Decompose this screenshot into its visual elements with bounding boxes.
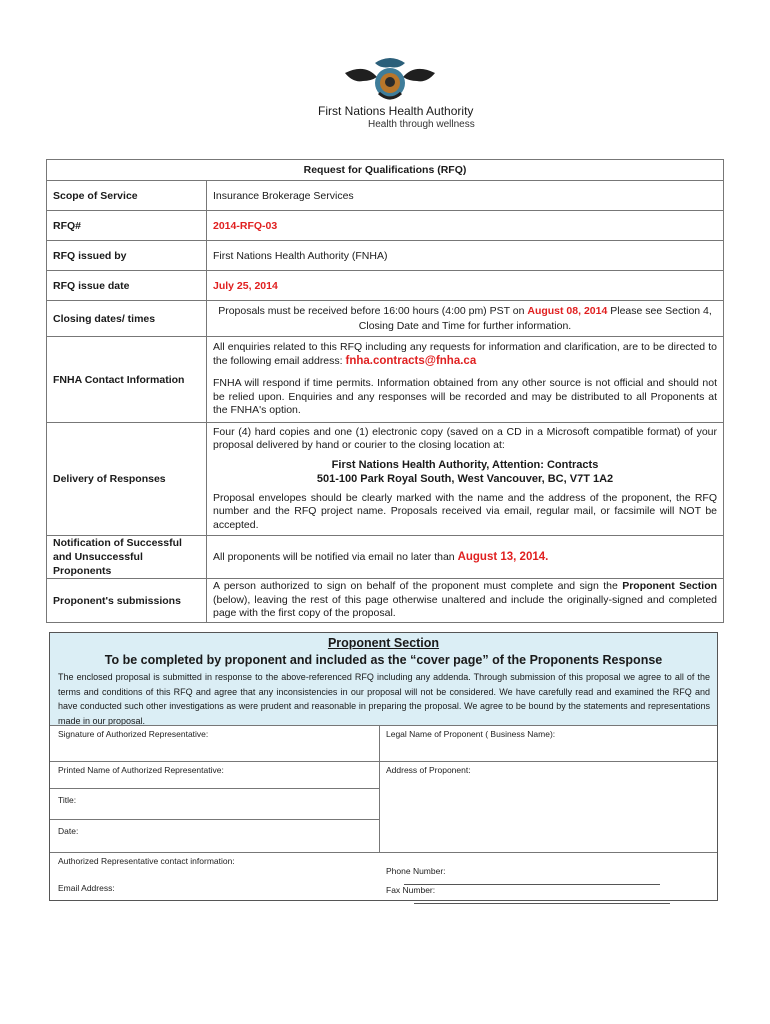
printed-name-field[interactable]: Printed Name of Authorized Representative:	[58, 765, 224, 775]
submissions-text: A person authorized to sign on behalf of the proponent must complete and sign the	[213, 580, 618, 593]
issue-date-label: RFQ issue date	[47, 271, 207, 301]
rfq-number-label: RFQ#	[47, 211, 207, 241]
delivery-address-line1: First Nations Health Authority, Attention: Contracts	[331, 458, 599, 471]
scope-label: Scope of Service	[47, 181, 207, 211]
contact-info-label: Authorized Representative contact information:	[58, 856, 235, 866]
rfq-title-row	[47, 160, 724, 181]
contact-value	[207, 337, 724, 423]
rfq-number-value: 2014-RFQ-03	[207, 211, 724, 241]
notification-text: All proponents will be notified via email no later than	[213, 551, 455, 563]
proponent-heading: Proponent Section	[327, 636, 440, 650]
table-row	[47, 536, 724, 579]
phone-label: Phone Number:	[386, 866, 446, 876]
closing-note: Please see Section 4, Closing Date and Time for further information.	[358, 304, 712, 332]
notification-date: August 13, 2014.	[457, 551, 549, 563]
delivery-para1: Four (4) hard copies and one (1) electronic copy (saved on a CD in a Microsoft compatible format) of your proposal delivered by hand or courier to the closing location at:	[213, 425, 718, 452]
fax-label: Fax Number:	[386, 885, 436, 895]
table-row	[47, 301, 724, 337]
divider	[50, 852, 717, 853]
divider	[50, 788, 379, 789]
closing-date: August 08, 2014	[527, 304, 608, 317]
issued-by-value: First Nations Health Authority (FNHA)	[207, 241, 724, 271]
delivery-value	[207, 423, 724, 536]
notification-value	[207, 536, 724, 579]
logo-text	[318, 105, 475, 131]
table-row	[47, 337, 724, 423]
notification-label: Notification of Successful and Unsuccessful Proponents	[47, 536, 207, 579]
scope-value: Insurance Brokerage Services	[207, 181, 724, 211]
legal-name-field[interactable]: Legal Name of Proponent ( Business Name):	[386, 729, 556, 739]
date-field[interactable]: Date:	[58, 826, 79, 836]
phone-field[interactable]	[386, 866, 717, 886]
contact-para1: All enquiries related to this RFQ including any requests for information and clarification, are to be directed to the following email address:	[213, 341, 718, 367]
table-row	[47, 211, 724, 241]
issued-by-label: RFQ issued by	[47, 241, 207, 271]
title-field[interactable]: Title:	[58, 795, 77, 805]
fax-field[interactable]	[386, 885, 717, 905]
closing-value	[207, 301, 724, 337]
table-row	[47, 271, 724, 301]
org-tagline: Health through wellness	[368, 119, 475, 130]
closing-label: Closing dates/ times	[47, 301, 207, 337]
submissions-bold: Proponent Section	[622, 580, 718, 593]
table-row	[47, 181, 724, 211]
contact-para2: FNHA will respond if time permits. Information obtained from any other source is not official and should not be relied upon. Enquiries and any responses will be recorded and may be distributed to all Proponents at the FNHA's option.	[213, 377, 718, 417]
email-field[interactable]: Email Address:	[58, 883, 115, 893]
divider	[50, 819, 379, 820]
fax-input-line[interactable]	[414, 903, 670, 904]
proponent-header	[50, 633, 717, 725]
contact-label: FNHA Contact Information	[47, 337, 207, 423]
submissions-value	[207, 579, 724, 623]
proponent-section	[49, 632, 718, 901]
delivery-label: Delivery of Responses	[47, 423, 207, 536]
org-name: First Nations Health Authority	[318, 104, 474, 118]
proponent-paragraph: The enclosed proposal is submitted in response to the above-referenced RFQ including any addenda. Through submission of this proposal we agree to all of the terms and conditions of this RFQ and agree that any inconsistencies in our proposal will not be considered. We have carefully read and examined the RFQ and have conducted such other investigations as were prudent and reasonable in preparing the proposal. We agree to be bound by the statements and representations made in our proposal.	[58, 672, 710, 726]
divider	[50, 761, 717, 762]
issue-date-value: July 25, 2014	[207, 271, 724, 301]
rfq-title: Request for Qualifications (RFQ)	[47, 160, 724, 181]
proponent-subheading: To be completed by proponent and included as the “cover page” of the Proponents Response	[104, 653, 663, 667]
submissions-note: (below), leaving the rest of this page otherwise unaltered and include the originally-signed and completed page with the first copy of the proposal.	[213, 593, 718, 620]
closing-text: Proposals must be received before 16:00 hours (4:00 pm) PST on	[218, 304, 525, 317]
delivery-address-line2: 501-100 Park Royal South, West Vancouver, BC, V7T 1A2	[316, 472, 614, 485]
table-row	[47, 423, 724, 536]
address-field[interactable]: Address of Proponent:	[386, 765, 471, 775]
delivery-para2: Proposal envelopes should be clearly marked with the name and the address of the proponent, the RFQ number and the RFQ project name. Proposals received via email, regular mail, or facsimile will NOT be accepted.	[213, 491, 718, 531]
divider	[50, 725, 717, 726]
divider	[379, 725, 380, 852]
table-row	[47, 579, 724, 623]
delivery-address	[213, 458, 717, 486]
table-row	[47, 241, 724, 271]
rfq-table	[46, 159, 724, 623]
submissions-label: Proponent's submissions	[47, 579, 207, 623]
contact-email-link[interactable]: fnha.contracts@fnha.ca	[345, 354, 477, 367]
signature-field[interactable]: Signature of Authorized Representative:	[58, 729, 209, 739]
